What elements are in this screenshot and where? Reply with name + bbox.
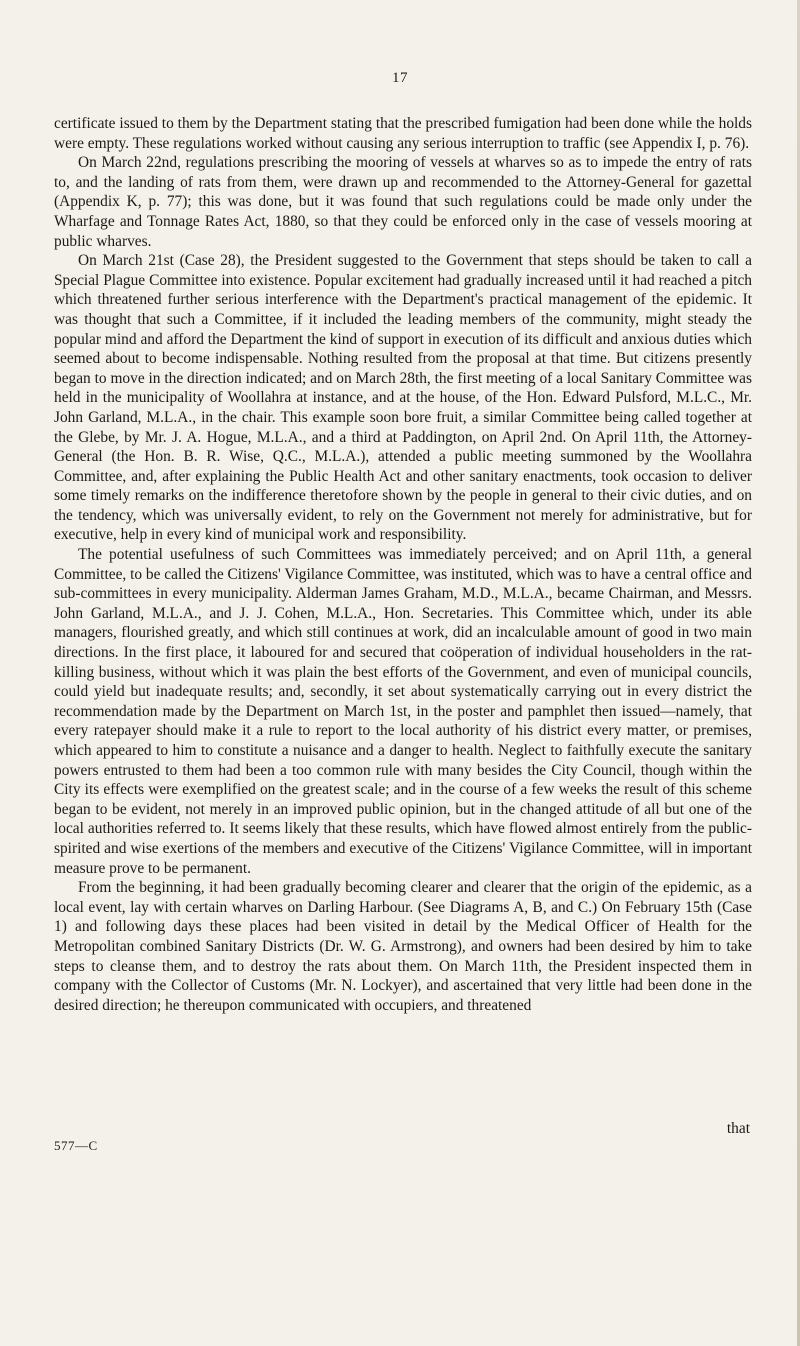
page-number: 17 <box>392 70 408 86</box>
body-text <box>54 114 752 1015</box>
paragraph: On March 22nd, regulations prescribing the mooring of vessels at wharves so as to impede the entry of rats to, and the landing of rats from them, were drawn up and recommended to the Attorney-General for gazettal (Appendix K, p. 77); this was done, but it was found that such regulations could be made only under the Wharfage and Tonnage Rates Act, 1880, so that they could be enforced only in the case of vessels mooring at public wharves. <box>54 154 752 250</box>
signature-mark: 577—C <box>54 1138 98 1153</box>
paragraph: The potential usefulness of such Committees was immediately perceived; and on April 11th, a general Committee, to be called the Citizens' Vigilance Committee, was instituted, which was to have a central office and sub-committees in every municipality. Alderman James Graham, M.D., M.L.A., became Chairman, and Messrs. John Garland, M.L.A., and J. J. Cohen, M.L.A., Hon. Secretaries. This Committee which, under its able managers, flourished greatly, and which still continues at work, did an incalculable amount of good in two main directions. In the first place, it laboured for and secured that coöperation of individual householders in the rat-killing business, without which it was plain the best efforts of the Government, and even of municipal councils, could yield but inadequate results; and, secondly, it set about systematically carrying out in every district the recommendation made by the Department on March 1st, in the poster and pamphlet then issued—namely, that every ratepayer should make it a rule to report to the local authority of his district every matter, or premises, which appeared to him to constitute a nuisance and a danger to health. Neglect to faithfully execute the sanitary powers entrusted to them had been a too common rule with many besides the City Council, though within the City its effects were exemplified on the greatest scale; and in the course of a few weeks the result of this scheme began to be evident, not merely in an improved public opinion, but in the changed attitude of all but one of the local authorities referred to. It seems likely that these results, which have flowed almost entirely from the public-spirited and wise exertions of the members and executive of the Citizens' Vigilance Committee, will in important measure prove to be permanent. <box>54 546 752 877</box>
paragraph: certificate issued to them by the Department stating that the prescribed fumigation had been done while the holds were empty. These regulations worked without causing any serious interruption to traffic (see Appendix I, p. 76). <box>54 115 752 152</box>
paragraph: On March 21st (Case 28), the President suggested to the Government that steps should be taken to call a Special Plague Committee into existence. Popular excitement had gradually increased until it had reached a pitch which threatened further serious interference with the Department's practical management of the epidemic. It was thought that such a Committee, if it included the leading members of the community, might steady the popular mind and afford the Department the kind of support in execution of its difficult and anxious duties which seemed about to become indispensable. Nothing resulted from the proposal at that time. But citizens presently began to move in the direction indicated; and on March 28th, the first meeting of a local Sanitary Committee was held in the municipality of Woollahra at instance, and at the house, of the Hon. Edward Pulsford, M.L.C., Mr. John Garland, M.L.A., in the chair. This example soon bore fruit, a similar Committee being called together at the Glebe, by Mr. J. A. Hogue, M.L.A., and a third at Paddington, on April 2nd. On April 11th, the Attorney-General (the Hon. B. R. Wise, Q.C., M.L.A.), attended a public meeting summoned by the Woollahra Committee, and, after explaining the Public Health Act and other sanitary enactments, took occasion to deliver some timely remarks on the indifference theretofore shown by the people in general to their civic duties, and on the tendency, which was universally evident, to rely on the Government not merely for administrative, but for executive, help in every kind of municipal work and responsibility. <box>54 252 752 544</box>
catchword: that <box>726 1120 750 1137</box>
paragraph: From the beginning, it had been gradually becoming clearer and clearer that the origin of the epidemic, as a local event, lay with certain wharves on Darling Harbour. (See Diagrams A, B, and C.) On February 15th (Case 1) and following days these places had been visited in detail by the Medical Officer of Health for the Metropolitan combined Sanitary Districts (Dr. W. G. Armstrong), and owners had been desired by him to take steps to cleanse them, and to destroy the rats about them. On March 11th, the President inspected them in company with the Collector of Customs (Mr. N. Lockyer), and ascertained that very little had been done in the desired direction; he thereupon communicated with occupiers, and threatened <box>54 879 752 1014</box>
